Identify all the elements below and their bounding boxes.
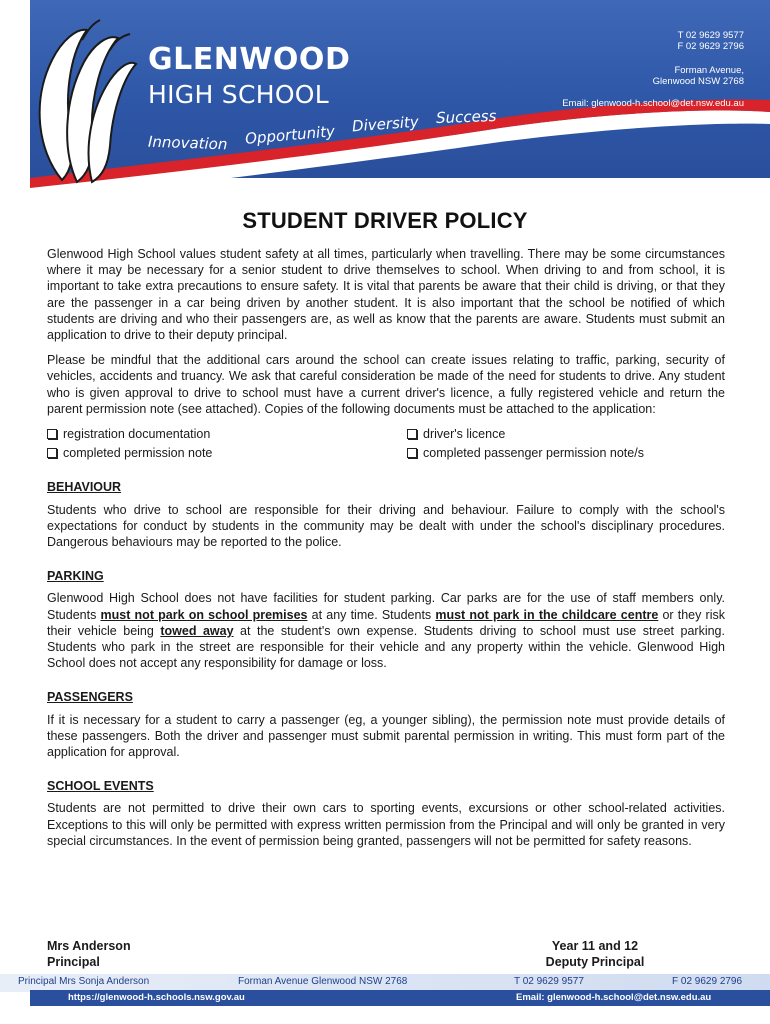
footer-website-link[interactable]: https://glenwood-h.schools.nsw.gov.au bbox=[68, 992, 245, 1003]
checkbox-icon bbox=[407, 448, 417, 458]
footer-fax: F 02 9629 2796 bbox=[672, 976, 743, 987]
intro-paragraph: Glenwood High School values student safety at all times, particularly when travelling. There may be some circumstances where it may be necessary for a senior student to drive themselves to school. When driving to and from school, it is important to take extra precautions to ensure safety. It is vital that parents be aware that their child is driving, or that they are the passenger in a car being driven by another student. It is also important that the school be notified of which students are driving and who their passengers are, as well as know that the parents are aware. Students must submit an application to drive to their deputy principal. bbox=[47, 247, 725, 343]
parking-emphasis: must not park in the childcare centre bbox=[435, 607, 659, 622]
section-heading: BEHAVIOUR bbox=[47, 480, 122, 495]
header-phone: T 02 9629 9577 bbox=[677, 30, 744, 41]
signature-role: Principal bbox=[47, 955, 100, 969]
checklist-item: completed passenger permission note/s bbox=[407, 445, 725, 461]
footer-principal: Principal Mrs Sonja Anderson bbox=[18, 976, 150, 987]
footer-address: Forman Avenue Glenwood NSW 2768 bbox=[238, 976, 408, 987]
section-heading: PASSENGERS bbox=[47, 690, 133, 705]
parking-text: Glenwood High School does not have facilities for student parking. Car parks are for the use of staff members only. Students must not park on school premises at any time. Students must not park in the childcare centre or they risk their vehicle being towed away at the student's own expense. Students driving to school must use street parking. Students who park in the street are responsible for their vehicle and any property within the vehicle. Glenwood High School does not accept any responsibility for damage or loss. bbox=[47, 591, 725, 671]
footer-links bbox=[30, 990, 770, 1006]
checklist-item: registration documentation bbox=[47, 426, 407, 442]
page-title: STUDENT DRIVER POLICY bbox=[242, 208, 528, 233]
header-email: Email: glenwood-h.school@det.nsw.edu.au bbox=[562, 98, 744, 109]
checkbox-icon bbox=[407, 429, 417, 439]
passengers-section bbox=[47, 689, 725, 760]
school-name: GLENWOOD bbox=[148, 42, 351, 77]
events-section bbox=[47, 778, 725, 849]
parking-section bbox=[47, 568, 725, 671]
motto-word: Diversity bbox=[351, 112, 420, 136]
signature-deputy bbox=[500, 938, 690, 970]
signature-principal bbox=[47, 938, 131, 970]
mindful-paragraph: Please be mindful that the additional cars around the school can create issues relating to traffic, parking, security of vehicles, accidents and truancy. We ask that careful consideration be made of the need for students to drive. Any student who is given approval to drive to school must have a current driver's licence, a fully registered vehicle and return the parent permission note (see attached). Copies of the following documents must be attached to the application: bbox=[47, 353, 725, 416]
checklist-item: driver's licence bbox=[407, 426, 725, 442]
header-contact bbox=[653, 30, 744, 87]
footer-email-link[interactable]: Email: glenwood-h.school@det.nsw.edu.au bbox=[516, 992, 712, 1003]
policy-body bbox=[47, 246, 725, 867]
parking-emphasis: towed away bbox=[160, 623, 234, 638]
checkbox-icon bbox=[47, 429, 57, 439]
behaviour-text: Students who drive to school are responsible for their driving and behaviour. Failure to comply with the school's expectations for conduct by students in the community may be dealt with under the school's disciplinary procedures. Dangerous behaviours may be reported to the police. bbox=[47, 502, 725, 550]
school-subtitle: HIGH SCHOOL bbox=[148, 80, 329, 109]
checkbox-icon bbox=[47, 448, 57, 458]
signature-name: Year 11 and 12 bbox=[551, 939, 639, 953]
passengers-text: If it is necessary for a student to carry a passenger (eg, a younger sibling), the permission note must provide details of these passengers. Both the driver and passenger must submit parental permission in writing. This must form part of the application for approval. bbox=[47, 712, 725, 760]
footer-phone: T 02 9629 9577 bbox=[514, 976, 584, 987]
parking-emphasis: must not park on school premises bbox=[100, 607, 308, 622]
section-heading: SCHOOL EVENTS bbox=[47, 779, 154, 794]
header-address-line1: Forman Avenue, bbox=[674, 65, 744, 76]
document-checklist bbox=[47, 426, 725, 461]
motto-word: Innovation bbox=[147, 132, 228, 154]
header-fax: F 02 9629 2796 bbox=[677, 41, 744, 52]
header-address-line2: Glenwood NSW 2768 bbox=[652, 76, 744, 87]
school-logo-icon bbox=[22, 10, 140, 190]
events-text: Students are not permitted to drive their own cars to sporting events, excursions or other school-related activities. Exceptions to this will only be permitted with express written permission from the Principal and will only be granted in very special circumstances. In the event of permission being granted, passengers will not be permitted for safety reasons. bbox=[47, 801, 725, 848]
motto-word: Opportunity bbox=[244, 122, 336, 148]
signature-name: Mrs Anderson bbox=[47, 939, 131, 953]
behaviour-section bbox=[47, 479, 725, 550]
motto-word: Success bbox=[435, 106, 497, 128]
checklist-item: completed permission note bbox=[47, 445, 407, 461]
section-heading: PARKING bbox=[47, 569, 104, 584]
signature-role: Deputy Principal bbox=[545, 955, 645, 969]
